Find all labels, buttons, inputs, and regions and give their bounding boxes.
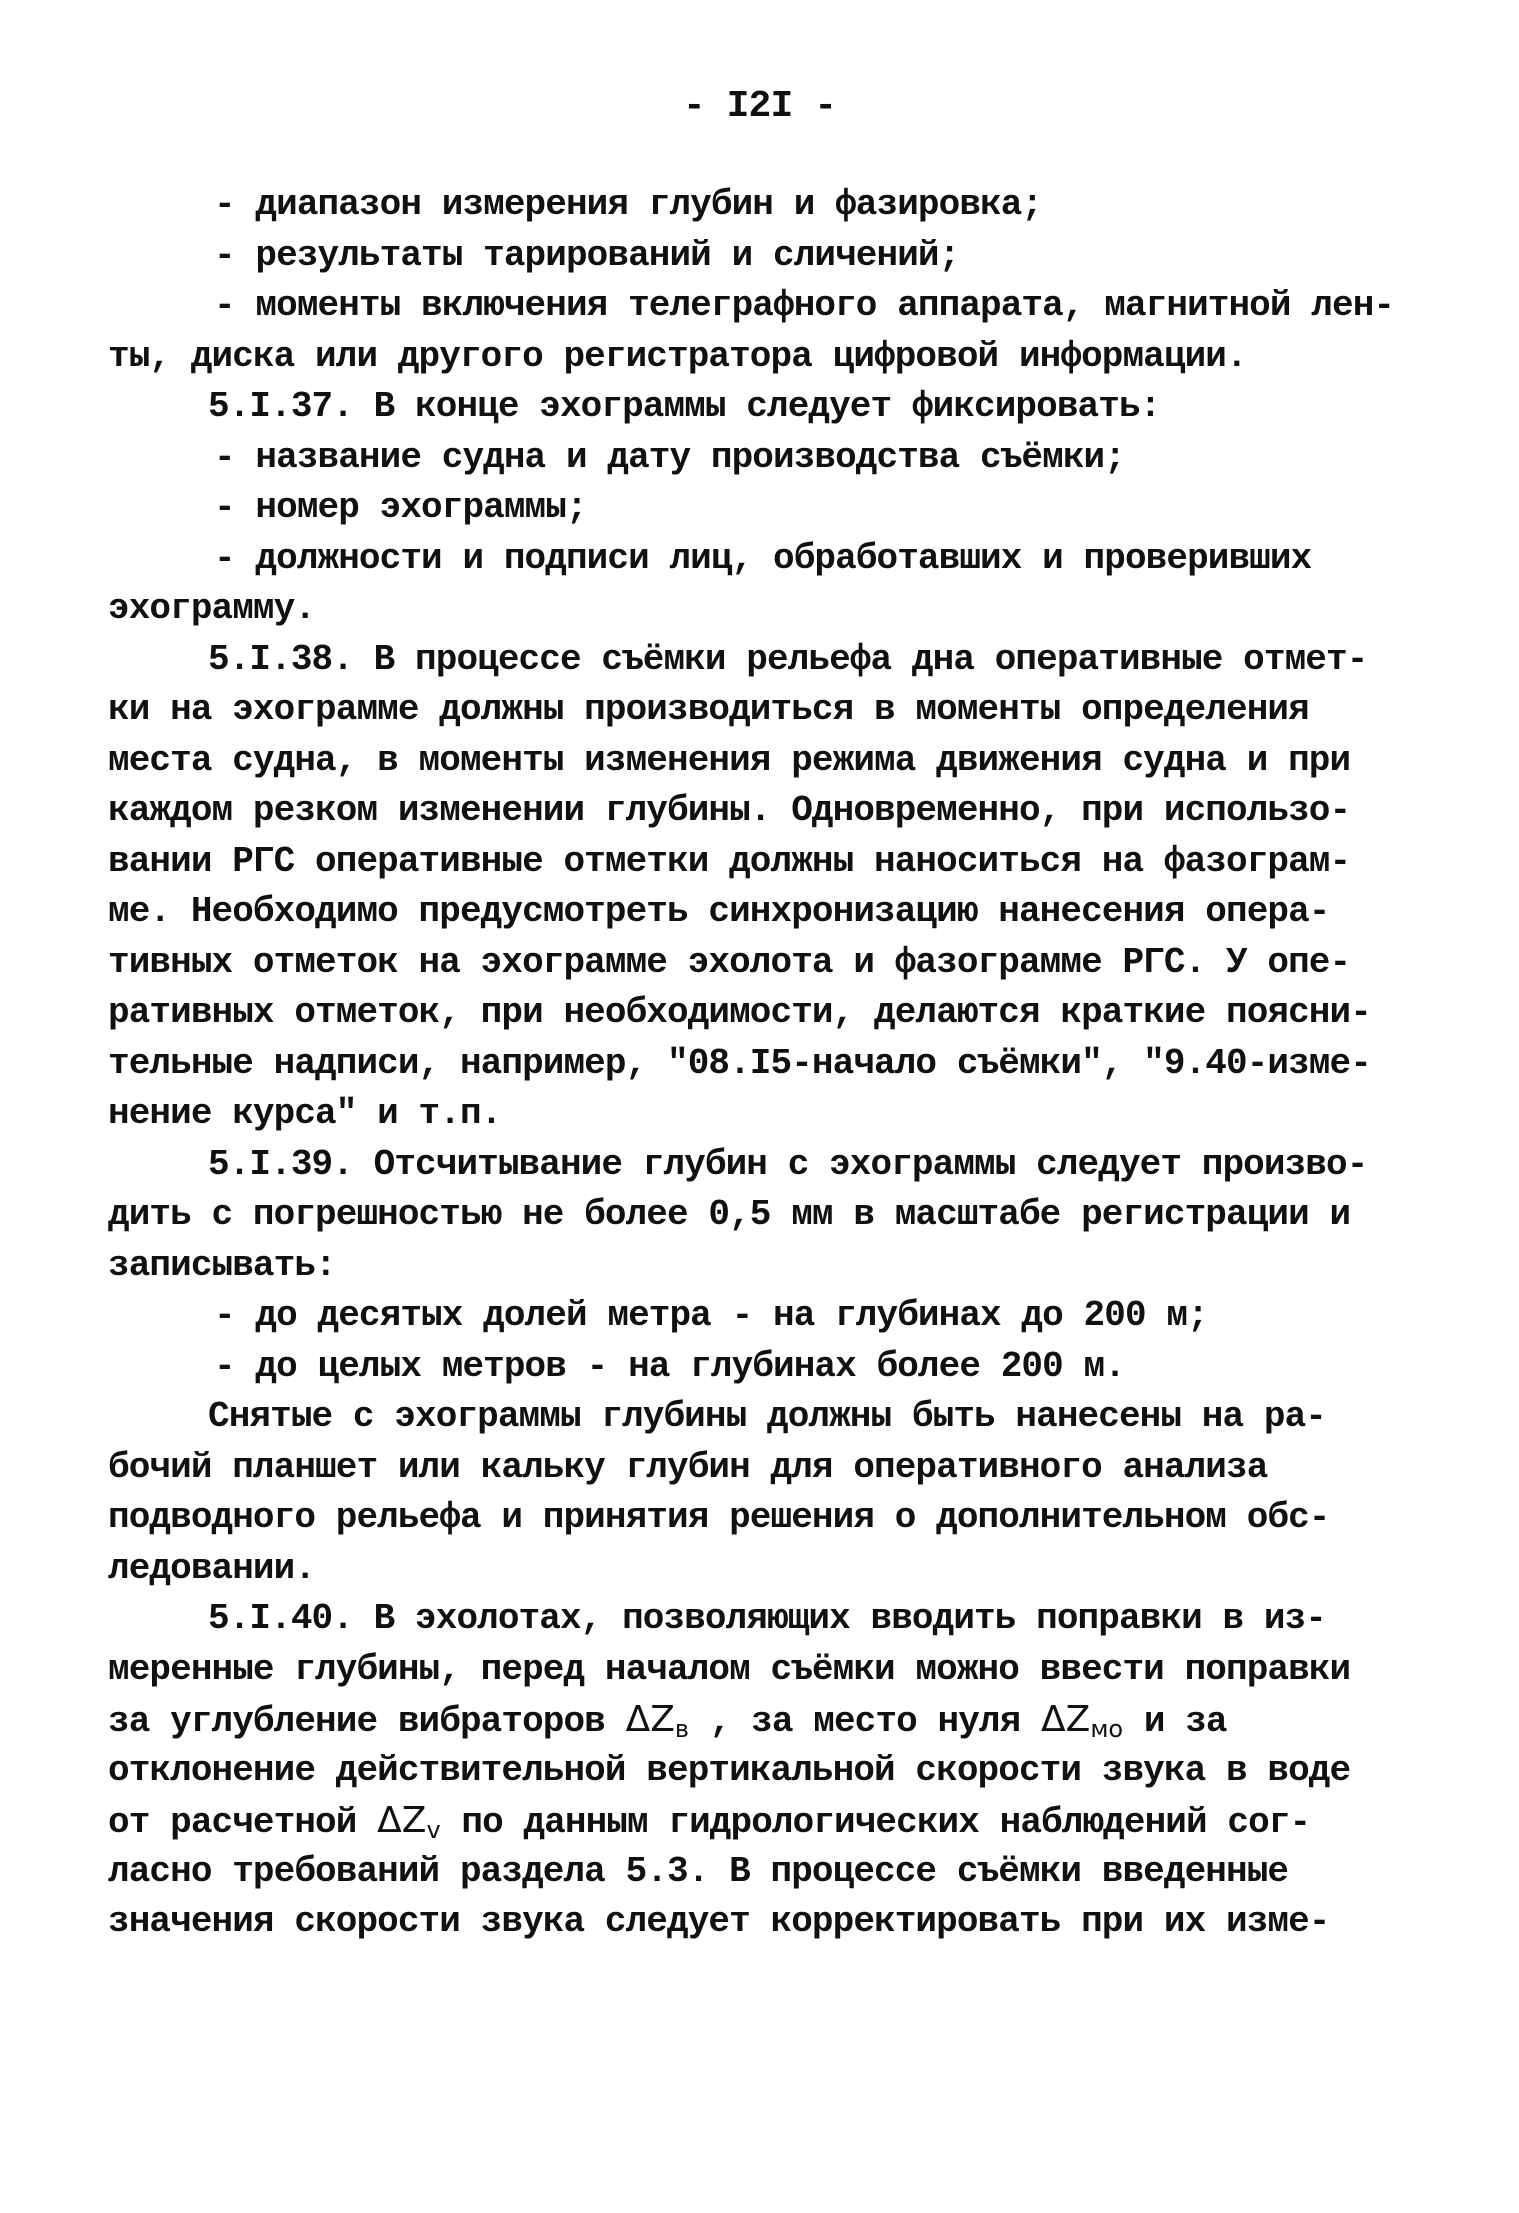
text-line: вании РГС оперативные отметки должны наноситься на фазограм- xyxy=(108,840,1351,882)
text-line: ты, диска или другого регистратора цифровой информации. xyxy=(108,335,1247,377)
text-line: бочий планшет или кальку глубин для оперативного анализа xyxy=(108,1446,1268,1488)
text-line: дить с погрешностью не более 0,5 мм в масштабе регистрации и xyxy=(108,1194,1351,1235)
text-line: нение курса" и т.п. xyxy=(108,1093,502,1134)
text-line: эхограмму. xyxy=(108,588,316,629)
text-line-formula-1 xyxy=(108,1695,1448,1746)
delta-z-subscript: в xyxy=(674,1715,690,1743)
formula-1-after: и за xyxy=(1123,1701,1227,1742)
text-line: отклонение действительной вертикальной скорости звука в воде xyxy=(108,1749,1351,1791)
body-text xyxy=(108,180,1448,1948)
text-line: 5.I.37. В конце эхограммы следует фиксировать: xyxy=(208,386,1161,427)
delta-z-symbol-text: ΔZ xyxy=(377,1800,427,1841)
delta-z-vibrator-symbol xyxy=(625,1699,690,1743)
text-line: ки на эхограмме должны производиться в моменты определения xyxy=(108,689,1309,730)
text-line: меренные глубины, перед началом съёмки можно ввести поправки xyxy=(108,1648,1351,1690)
paragraph-lines xyxy=(108,180,1448,1695)
delta-z-velocity-symbol xyxy=(377,1800,441,1844)
text-line: ледовании. xyxy=(108,1547,316,1589)
text-line: 5.I.40. В эхолотах, позволяющих вводить поправки в из- xyxy=(208,1598,1326,1639)
formula-1-before: за углубление вибраторов xyxy=(108,1701,626,1742)
text-line: - моменты включения телеграфного аппарата, магнитной лен- xyxy=(214,285,1395,326)
formula-1-middle: , за место нуля xyxy=(689,1701,1042,1742)
delta-z-subscript: v xyxy=(426,1816,441,1844)
text-line: Снятые с эхограммы глубины должны быть нанесены на ра- xyxy=(208,1396,1326,1437)
text-line: ласно требований раздела 5.3. В процессе съёмки введенные xyxy=(108,1850,1289,1892)
text-line: записывать: xyxy=(108,1244,336,1286)
delta-z-symbol-text: ΔZ xyxy=(1041,1699,1091,1740)
text-line: каждом резком изменении глубины. Одновременно, при использо- xyxy=(108,790,1351,831)
text-line: подводного рельефа и принятия решения о дополнительном обс- xyxy=(108,1497,1330,1538)
text-line: значения скорости звука следует корректировать при их изме- xyxy=(108,1901,1330,1942)
text-line: - номер эхограммы; xyxy=(214,487,587,528)
delta-z-zero-symbol xyxy=(1041,1699,1124,1743)
delta-z-subscript: мо xyxy=(1090,1715,1124,1743)
text-line: 5.I.38. В процессе съёмки рельефа дна оперативные отмет- xyxy=(208,638,1368,680)
text-line: - до целых метров - на глубинах более 200 м. xyxy=(214,1345,1125,1387)
delta-z-symbol-text: ΔZ xyxy=(625,1699,675,1740)
text-line: ративных отметок, при необходимости, делаются краткие поясни- xyxy=(108,992,1371,1033)
text-line: тивных отметок на эхограмме эхолота и фазограмме РГС. У опе- xyxy=(108,941,1351,983)
text-line: - диапазон измерения глубин и фазировка; xyxy=(214,184,1043,225)
page-number: - I2I - xyxy=(682,85,837,128)
formula-2-after: по данным гидрологических наблюдений сог- xyxy=(440,1802,1311,1843)
text-line: - результаты тарирований и сличений; xyxy=(214,234,960,276)
text-line: ме. Необходимо предусмотреть синхронизацию нанесения опера- xyxy=(108,891,1330,932)
formula-2-before: от расчетной xyxy=(108,1802,378,1843)
text-line: 5.I.39. Отсчитывание глубин с эхограммы следует произво- xyxy=(208,1143,1368,1185)
text-line: места судна, в моменты изменения режима движения судна и при xyxy=(108,739,1351,781)
text-line: - название судна и дату производства съёмки; xyxy=(214,436,1125,478)
text-line: - должности и подписи лиц, обработавших и проверивших xyxy=(214,537,1312,579)
text-line-formula-2 xyxy=(108,1796,1448,1847)
text-line: - до десятых долей метра - на глубинах до 200 м; xyxy=(214,1295,1208,1336)
text-line: тельные надписи, например, "08.I5-начало съёмки", "9.40-изме- xyxy=(108,1042,1371,1084)
